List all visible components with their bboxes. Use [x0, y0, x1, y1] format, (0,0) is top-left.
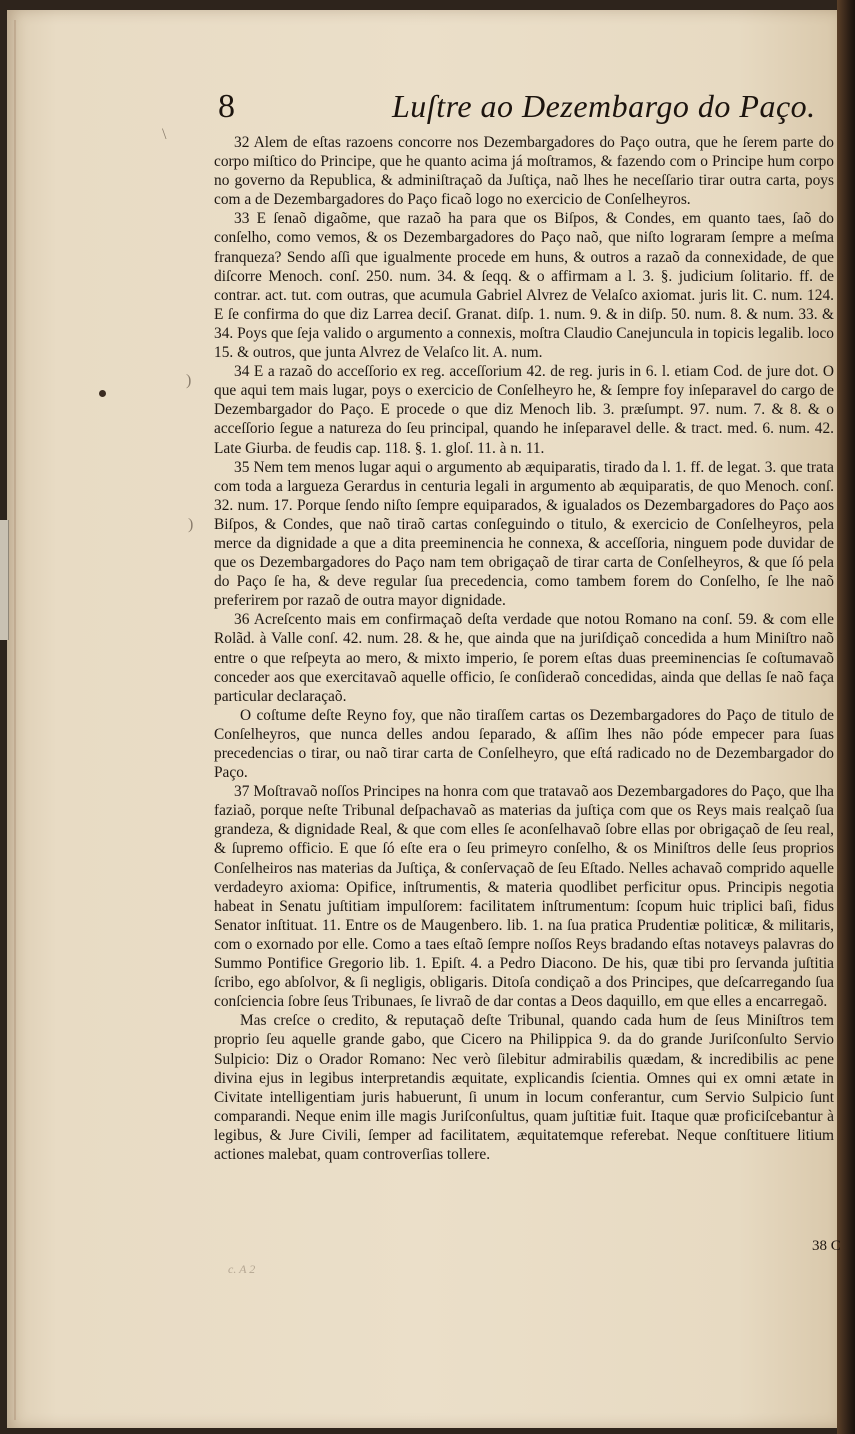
- margin-mark: ): [188, 516, 194, 533]
- running-title: Luſtre ao Dezembargo do Paço.: [392, 88, 816, 124]
- paragraph-36: 36 Acreſcento mais em confirmaçaõ deſta verdade que notou Romano na conſ. 59. & com elle Rolãd. à Valle conſ. 42. num. 28. & he, que ainda que na juriſdiçaõ concedida a hum Miniſtro naõ entre o que reſpeyta ao mero, & mixto imperio, ſe porem eſtas duas preeminencias ſe coſtumavaõ conceder aos que exercitavaõ aquelle officio, ſe conſideraõ concedidas, ainda que dellas ſe naõ faça particular declaraçaõ.: [214, 611, 834, 705]
- paragraph-33: 33 E ſenaõ digaõme, que razaõ ha para que os Biſpos, & Condes, em quanto taes, ſaõ do conſelho, como vemos, & os Dezembargadores do Paço naõ, que niſto lograram ſempre a meſma franqueza? Sendo aſſi que igualmente procede em huns, & outros a razaõ da connexidade, de que diſcorre Menoch. conſ. 250. num. 34. & ſeqq. & o affirmam a l. 3. §. judicium ſolitario. ff. de contrar. act. tut. com outras, que acumula Gabriel Alvrez de Velaſco axiomat. juris lit. C. num. 124. E ſe confirma do que diz Larrea deciſ. Granat. diſp. 1. num. 9. & in diſp. 50. num. 8. & num. 33. & 34. Poys que ſeja valido o argumento a connexis, moſtra Claudio Canejuncula in topicis legalib. loco 15. & outros, que junta Alvrez de Velaſco lit. A. num.: [214, 210, 834, 362]
- faded-stamp: c. A 2: [228, 1262, 256, 1276]
- page-number: 8: [218, 88, 235, 125]
- body-text: [214, 133, 834, 1164]
- ink-spot: [99, 390, 106, 397]
- page-gutter-shadow: [14, 20, 16, 1420]
- facing-page-edge: [837, 0, 855, 1434]
- paragraph-35: 35 Nem tem menos lugar aqui o argumento ab æquiparatis, tirado da l. 1. ff. de legat. 3. que trata com toda a largueza Gerardus in centuria legali in argumento ab æquiparatis, de quo Menoch. conſ. 32. num. 17. Porque ſendo niſto ſempre equiparados, & igualados os Dezembargadores do Paço aos Biſpos, & Condes, que naõ tiraõ cartas conſeguindo o titulo, & exercicio de Conſelheyros, pela merce da dignidade a que a dita preeminencia he connexa, & acceſſoria, ninguem pode duvidar de que os Dezembargadores do Paço nam tem obrigaçaõ de tirar carta de Conſelheyros, & que ſó pela do Paço ſe ha, & deve regular ſua precedencia, como tambem forem do Conſelho, ſe lhe naõ preferirem por razaõ de outra mayor dignidade.: [214, 458, 834, 610]
- paragraph-34: 34 E a razaõ do acceſſorio ex reg. acceſſorium 42. de reg. juris in 6. l. etiam Cod. de jure dot. O que aqui tem mais lugar, poys o exercicio de Conſelheyro he, & ſempre foy inſeparavel do cargo de Dezembargador do Paço. E procede o que diz Menoch lib. 3. præſumpt. 97. num. 7. & 8. & o acceſſorio ſegue a natureza do ſeu principal, quando he inſeparavel delle. & tract. med. 6. num. 42. Late Giurba. de feudis cap. 118. §. 1. gloſ. 11. à n. 11.: [214, 363, 834, 457]
- catchword: 38 C: [812, 1238, 841, 1254]
- paragraph-custom: O coſtume deſte Reyno foy, que não tiraſſem cartas os Dezembargadores do Paço de titulo de Conſelheyros, que nunca delles andou ſeparado, & aſſim lhes não póde empecer para ſuas precedencias o tirar, ou naõ tirar carta de Conſelheyro, que eſtá radicado no de Dezembargador do Paço.: [214, 706, 834, 782]
- page-tab-marker: [0, 520, 9, 640]
- paragraph-37: 37 Moſtravaõ noſſos Principes na honra com que tratavaõ aos Dezembargadores do Paço, que lha faziaõ, porque neſte Tribunal deſpachavaõ as materias da juſtiça com que os Reys mais realçaõ ſua grandeza, & dignidade Real, & que com elles ſe aconſelhavaõ ſobre ellas por obrigaçaõ de ſeu real, & ſupremo officio. E que ſó eſte era o ſeu primeyro conſelho, & os Miniſtros delle ſeus proprios Conſelheiros nas materias da Juſtiça, & conſervaçaõ de ſeu Eſtado. Nelles achavaõ comprido aquelle verdadeyro axioma: Opifice, inſtrumentis, & materia quodlibet perficitur opus. Principis negotia habeat in Senatu juſtitiam impulſorem: facilitatem inſtrumentum: ſcopum huic triplici baſi, fidus Senator inſtituat. 11. Entre os de Maugenbero. lib. 1. na ſua pratica Prudentiæ politicæ, & militaris, com o exornado por elle. Como a taes eſtaõ ſempre noſſos Reys bradando eſtas notaveys palavras do Summo Pontifice Gregorio lib. 1. Epiſt. 4. a Pedro Diacono. De his, quæ tibi pro ſervanda juſtitia ſcribo, ego abſolvor, & ſi negligis, obligaris. Ditoſa condiçaõ a dos Principes, que deſcarregando ſua conſciencia ſobre ſeus Tribunaes, ſe livraõ de dar contas a Deos daquillo, em que elles a encarregaõ.: [214, 783, 834, 1011]
- margin-mark: ): [186, 372, 192, 389]
- paragraph-32: 32 Alem de eſtas razoens concorre nos Dezembargadores do Paço outra, que he ſerem parte do corpo miſtico do Principe, que he quanto acima já moſtramos, & fazendo com o Principe hum corpo no governo da Republica, & adminiſtraçaõ da Juſtiça, naõ lhes he neceſſario tirar outra carta, poys com a de Dezembargadores do Paço ficaõ logo no exercicio de Conſelheyros.: [214, 134, 834, 209]
- paragraph-cicero: Mas creſce o credito, & reputaçaõ deſte Tribunal, quando cada hum de ſeus Miniſtros tem proprio ſeu aquelle grande gabo, que Cicero na Philippica 9. da do grande Juriſconſulto Servio Sulpicio: Diz o Orador Romano: Nec verò ſilebitur admirabilis quædam, & incredibilis ac pene divina ejus in legibus interpretandis æquitate, explicandis ſcientia. Omnes qui ex omni ætate in Civitate intelligentiam juris habuerunt, ſi unum in locum conferantur, cum Servio Sulpicio ſunt comparandi. Neque enim ille magis Juriſconſultus, quam juſtitiæ fuit. Itaque quæ proficiſcebantur à legibus, & Jure Civili, ſemper ad facilitatem, æquitatemque referebat. Neque conſtituere litium actiones malebat, quam controverſias tollere.: [214, 1012, 834, 1163]
- margin-mark: \: [162, 126, 167, 143]
